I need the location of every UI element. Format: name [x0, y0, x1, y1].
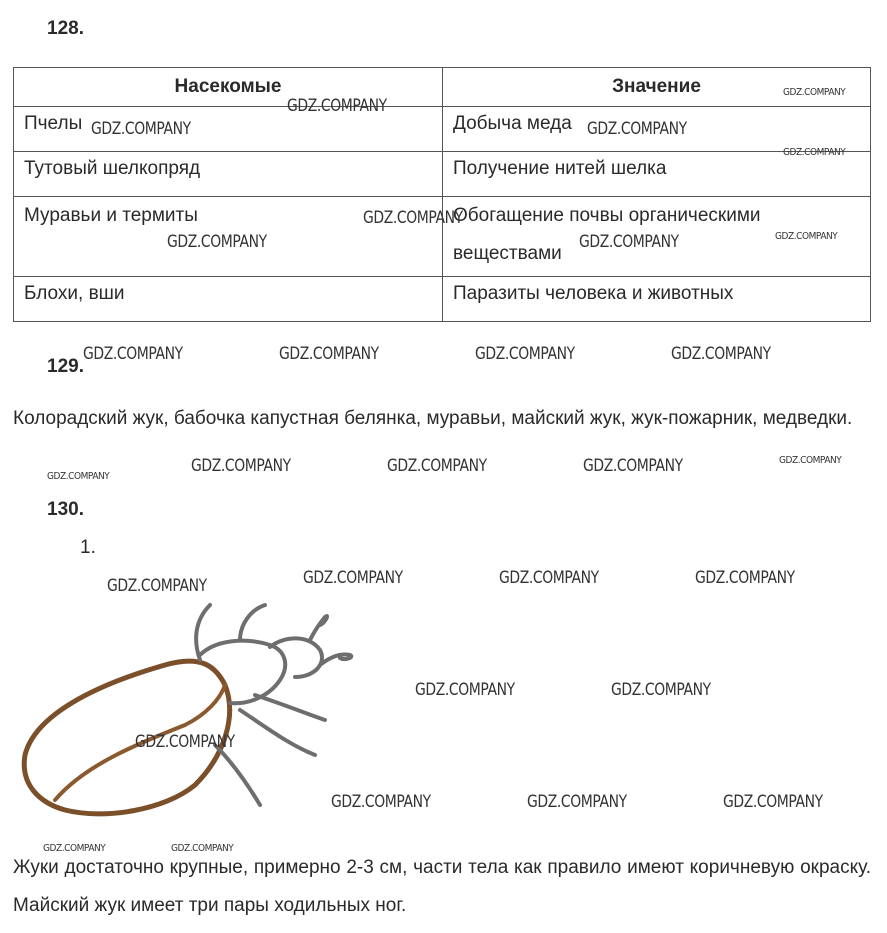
- watermark: GDZ.COMPANY: [779, 455, 842, 466]
- watermark: GDZ.COMPANY: [783, 87, 846, 98]
- table-row: [14, 277, 871, 322]
- watermark: GDZ.COMPANY: [43, 843, 106, 854]
- watermark: GDZ.COMPANY: [47, 471, 110, 482]
- watermark: GDZ.COMPANY: [83, 344, 183, 364]
- watermark: GDZ.COMPANY: [91, 119, 191, 139]
- watermark: GDZ.COMPANY: [331, 792, 431, 812]
- watermark: GDZ.COMPANY: [611, 680, 711, 700]
- task-129-text: Колорадский жук, бабочка капустная белянка, муравьи, майский жук, жук-пожарник, медведки.: [13, 408, 853, 429]
- watermark: GDZ.COMPANY: [303, 568, 403, 588]
- table-header-row: [14, 68, 871, 107]
- beetle-leg: [240, 710, 315, 755]
- task-130-item-number: 1.: [80, 537, 96, 558]
- cell-meaning: Добыча меда: [443, 107, 871, 152]
- task-130-text: Жуки достаточно крупные, примерно 2-3 см, части тела как правило имеют коричневую окраску. Майский жук имеет три пары ходильных ног.: [13, 857, 871, 916]
- watermark: GDZ.COMPANY: [279, 344, 379, 364]
- watermark: GDZ.COMPANY: [167, 232, 267, 252]
- watermark: GDZ.COMPANY: [583, 456, 683, 476]
- watermark: GDZ.COMPANY: [135, 732, 235, 752]
- watermark: GDZ.COMPANY: [107, 576, 207, 596]
- watermark: GDZ.COMPANY: [287, 96, 387, 116]
- header-meaning: Значение: [443, 68, 871, 107]
- watermark: GDZ.COMPANY: [775, 231, 838, 242]
- task-128-number: 128.: [47, 18, 84, 39]
- watermark: GDZ.COMPANY: [527, 792, 627, 812]
- beetle-leg: [215, 745, 260, 805]
- watermark: GDZ.COMPANY: [783, 147, 846, 158]
- beetle-antenna: [310, 616, 327, 640]
- beetle-antenna: [320, 654, 351, 665]
- beetle-leg: [255, 695, 325, 720]
- watermark: GDZ.COMPANY: [191, 456, 291, 476]
- watermark: GDZ.COMPANY: [171, 843, 234, 854]
- table-row: [14, 152, 871, 197]
- watermark: GDZ.COMPANY: [671, 344, 771, 364]
- watermark: GDZ.COMPANY: [363, 208, 463, 228]
- cell-insect: Муравьи и термиты: [14, 197, 443, 277]
- cell-insect: Тутовый шелкопряд: [14, 152, 443, 197]
- watermark: GDZ.COMPANY: [723, 792, 823, 812]
- watermark: GDZ.COMPANY: [387, 456, 487, 476]
- cell-insect: Пчелы: [14, 107, 443, 152]
- watermark: GDZ.COMPANY: [475, 344, 575, 364]
- cell-insect: Блохи, вши: [14, 277, 443, 322]
- beetle-head: [270, 638, 322, 677]
- cell-meaning: Получение нитей шелка: [443, 152, 871, 197]
- watermark: GDZ.COMPANY: [499, 568, 599, 588]
- watermark: GDZ.COMPANY: [415, 680, 515, 700]
- watermark: GDZ.COMPANY: [587, 119, 687, 139]
- task-130-number: 130.: [47, 499, 84, 520]
- insects-table: [13, 67, 871, 322]
- cell-meaning: Обогащение почвы органическими веществами: [443, 197, 871, 277]
- watermark: GDZ.COMPANY: [579, 232, 679, 252]
- watermark: GDZ.COMPANY: [695, 568, 795, 588]
- beetle-leg: [240, 605, 265, 640]
- task-129-number: 129.: [47, 356, 84, 377]
- header-insects: Насекомые: [14, 68, 443, 107]
- cell-meaning: Паразиты человека и животных: [443, 277, 871, 322]
- beetle-drawing: [15, 595, 365, 830]
